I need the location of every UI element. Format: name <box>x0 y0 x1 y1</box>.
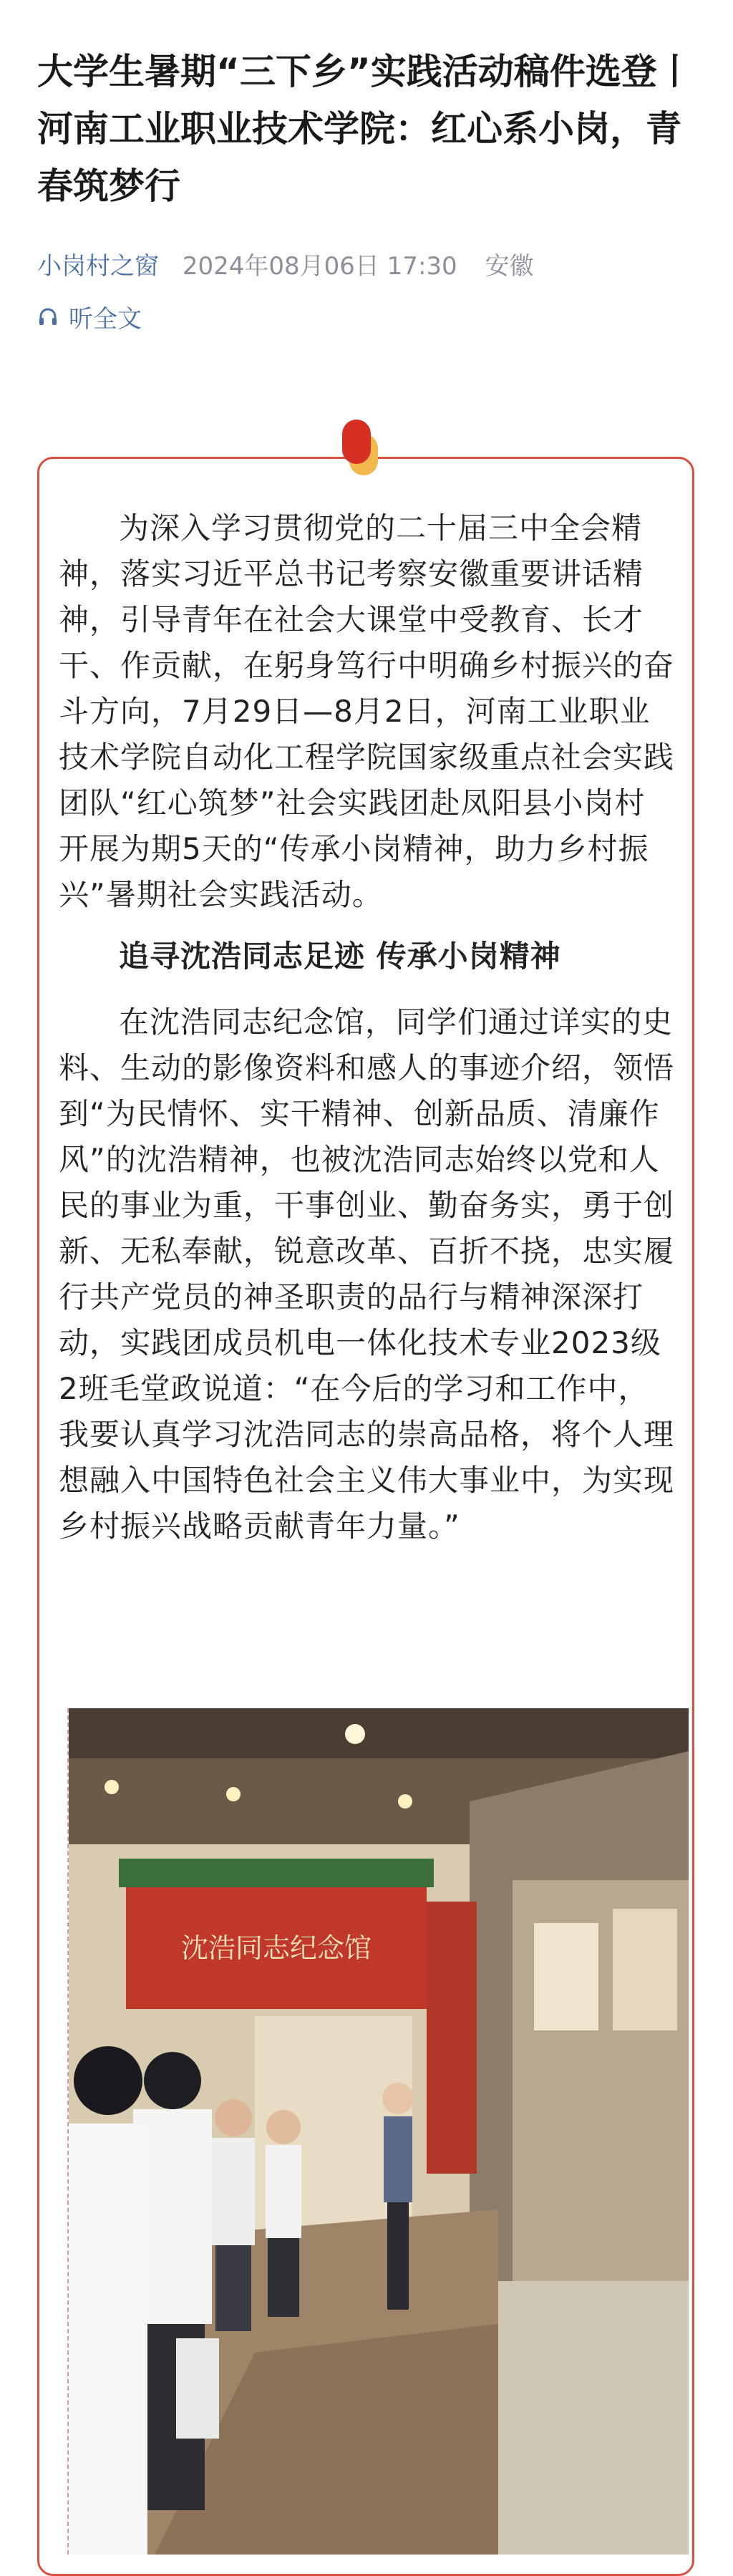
listen-label: 听全文 <box>69 305 142 334</box>
listen-button[interactable] <box>37 299 142 334</box>
article-meta <box>37 246 533 281</box>
seal-decoration-icon <box>339 415 382 480</box>
publish-date: 2024年08月06日 17:30 <box>182 252 457 281</box>
source-link[interactable]: 小岗村之窗 <box>37 252 159 281</box>
paragraph-intro: 为深入学习贯彻党的二十届三中全会精神，落实习近平总书记考察安徽重要讲话精神，引导青年在社会大课堂中受教育、长才干、作贡献，在躬身笃行中明确乡村振兴的奋斗方向，7月29日—8月2日，河南工业职业技术学院自动化工程学院国家级重点社会实践团队“红心筑梦”社会实践团赴凤阳县小岗村开展为期5天的“传承小岗精神，助力乡村振兴”暑期社会实践活动。 <box>59 510 675 912</box>
article-title: 大学生暑期“三下乡”实践活动稿件选登丨河南工业职业技术学院：红心系小岗，青春筑梦行 <box>37 51 693 207</box>
banner-text: 沈浩同志纪念馆 <box>180 1932 372 1964</box>
headphones-icon <box>37 306 59 328</box>
section-subheading: 追寻沈浩同志足迹 传承小岗精神 <box>119 939 561 974</box>
publish-location: 安徽 <box>485 252 534 281</box>
article-body <box>59 505 674 1565</box>
article-photo <box>67 1708 689 2555</box>
paragraph-memorial: 在沈浩同志纪念馆，同学们通过详实的史料、生动的影像资料和感人的事迹介绍，领悟到“为民情怀、实干精神、创新品质、清廉作风”的沈浩精神，也被沈浩同志始终以党和人民的事业为重，干事创业、勤奋务实，勇于创新、无私奉献，锐意改革、百折不挠，忠实履行共产党员的神圣职责的品行与精神深深打动，实践团成员机电一体化技术专业2023级2班毛堂政说道：“在今后的学习和工作中，我要认真学习沈浩同志的崇高品格，将个人理想融入中国特色社会主义伟大事业中，为实现乡村振兴战略贡献青年力量。” <box>59 1004 675 1544</box>
